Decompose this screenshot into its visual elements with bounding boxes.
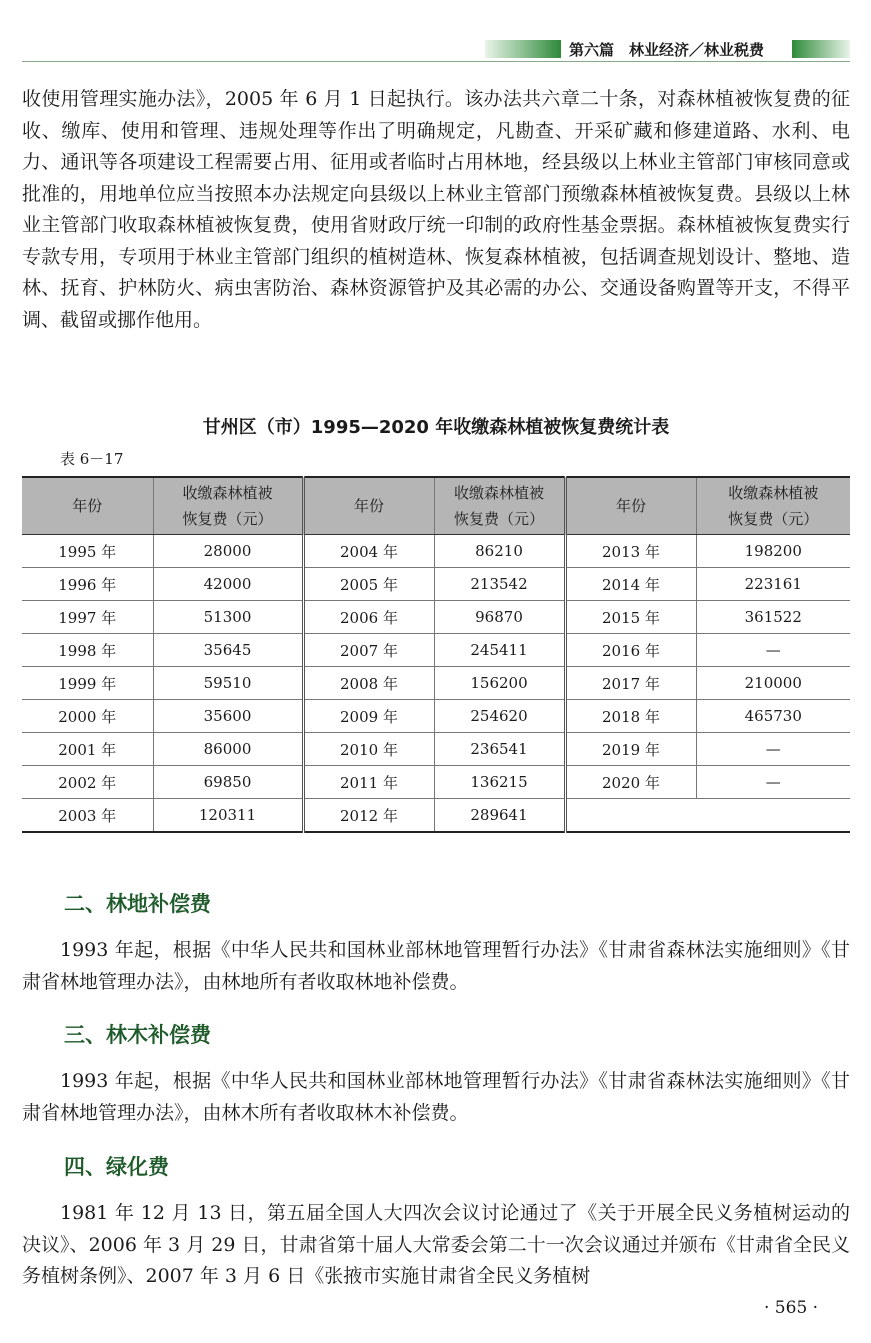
section-heading-tree-compensation: 三、林木补偿费 — [64, 1023, 211, 1047]
year-cell: 2013 年 — [565, 535, 696, 568]
fee-cell: — — [696, 634, 850, 667]
year-cell: 1999 年 — [22, 667, 153, 700]
year-cell: 2014 年 — [565, 568, 696, 601]
fee-cell: 136215 — [434, 766, 565, 799]
section-heading-forestland-compensation: 二、林地补偿费 — [64, 892, 211, 916]
table-label: 表 6－17 — [60, 450, 124, 468]
year-cell: 2005 年 — [303, 568, 434, 601]
fee-cell: 35600 — [153, 700, 303, 733]
fee-cell: 96870 — [434, 601, 565, 634]
fee-cell: 213542 — [434, 568, 565, 601]
year-cell: 2001 年 — [22, 733, 153, 766]
table-row — [22, 766, 850, 799]
year-cell: 2008 年 — [303, 667, 434, 700]
table-row — [22, 535, 850, 568]
year-cell: 2000 年 — [22, 700, 153, 733]
header-year-2: 年份 — [303, 477, 434, 535]
header-decor-bar-right — [792, 40, 850, 58]
running-header — [22, 38, 850, 62]
intro-paragraph: 收使用管理实施办法》，2005 年 6 月 1 日起执行。该办法共六章二十条，对森林植被恢复费的征收、缴库、使用和管理、违规处理等作出了明确规定，凡勘查、开采矿藏和修建道路、水利、电力、通讯等各项建设工程需要占用、征用或者临时占用林地，经县级以上林业主管部门审核同意或批准的，用地单位应当按照本办法规定向县级以上林业主管部门预缴森林植被恢复费。县级以上林业主管部门收取森林植被恢复费，使用省财政厅统一印制的政府性基金票据。森林植被恢复费实行专款专用，专项用于林业主管部门组织的植树造林、恢复森林植被，包括调查规划设计、整地、造林、抚育、护林防火、病虫害防治、森林资源管护及其必需的办公、交通设备购置等开支，不得平调、截留或挪作他用。 — [22, 88, 850, 331]
fee-cell: 223161 — [696, 568, 850, 601]
table-row — [22, 733, 850, 766]
fee-cell: 236541 — [434, 733, 565, 766]
fee-cell: 86000 — [153, 733, 303, 766]
year-cell: 2009 年 — [303, 700, 434, 733]
year-cell: 2006 年 — [303, 601, 434, 634]
fee-cell: 42000 — [153, 568, 303, 601]
table-title: 甘州区（市）1995—2020 年收缴森林植被恢复费统计表 — [202, 417, 670, 438]
table-row — [22, 634, 850, 667]
year-cell: 2018 年 — [565, 700, 696, 733]
fee-cell: 361522 — [696, 601, 850, 634]
page-number: · 565 · — [764, 1298, 819, 1318]
table-row — [22, 667, 850, 700]
fee-cell: 59510 — [153, 667, 303, 700]
fee-cell: 289641 — [434, 799, 565, 833]
header-year-1: 年份 — [22, 477, 153, 535]
fee-cell: 69850 — [153, 766, 303, 799]
year-cell: 2019 年 — [565, 733, 696, 766]
fee-cell: 245411 — [434, 634, 565, 667]
section-text-forestland-compensation: 1993 年起，根据《中华人民共和国林业部林地管理暂行办法》《甘肃省森林法实施细则》《甘肃省林地管理办法》，由林地所有者收取林地补偿费。 — [22, 939, 850, 993]
year-cell: 2004 年 — [303, 535, 434, 568]
year-cell: 2007 年 — [303, 634, 434, 667]
year-cell: 2015 年 — [565, 601, 696, 634]
table-row — [22, 700, 850, 733]
fee-cell: 120311 — [153, 799, 303, 833]
year-cell: 1997 年 — [22, 601, 153, 634]
table-row — [22, 568, 850, 601]
year-cell: 1995 年 — [22, 535, 153, 568]
fee-cell: 35645 — [153, 634, 303, 667]
fee-cell: — — [696, 733, 850, 766]
year-cell: 2020 年 — [565, 766, 696, 799]
header-fee-1: 收缴森林植被 恢复费（元） — [153, 477, 303, 535]
fee-cell: 210000 — [696, 667, 850, 700]
header-fee-2: 收缴森林植被 恢复费（元） — [434, 477, 565, 535]
year-cell: 2010 年 — [303, 733, 434, 766]
year-cell: 2017 年 — [565, 667, 696, 700]
fee-cell: 198200 — [696, 535, 850, 568]
year-cell: 2003 年 — [22, 799, 153, 833]
header-decor-bar-left — [485, 40, 561, 58]
year-cell: 2012 年 — [303, 799, 434, 833]
fee-cell: 28000 — [153, 535, 303, 568]
table-row — [22, 601, 850, 634]
fee-cell: — — [696, 766, 850, 799]
year-cell: 2002 年 — [22, 766, 153, 799]
empty-cell — [565, 799, 850, 833]
fee-statistics-table — [22, 476, 850, 833]
year-cell: 2016 年 — [565, 634, 696, 667]
section-text-tree-compensation: 1993 年起，根据《中华人民共和国林业部林地管理暂行办法》《甘肃省森林法实施细则》《甘肃省林地管理办法》，由林木所有者收取林木补偿费。 — [22, 1070, 850, 1124]
header-fee-3: 收缴森林植被 恢复费（元） — [696, 477, 850, 535]
year-cell: 1996 年 — [22, 568, 153, 601]
fee-cell: 86210 — [434, 535, 565, 568]
fee-cell: 465730 — [696, 700, 850, 733]
header-year-3: 年份 — [565, 477, 696, 535]
fee-cell: 51300 — [153, 601, 303, 634]
header-title: 第六篇 林业经济／林业税费 — [569, 41, 765, 59]
section-text-greening-fee: 1981 年 12 月 13 日，第五届全国人大四次会议讨论通过了《关于开展全民义务植树运动的决议》、2006 年 3 月 29 日，甘肃省第十届人大常委会第二十一次会议通过并颁布《甘肃省全民义务植树条例》、2007 年 3 月 6 日《张掖市实施甘肃省全民义务植树 — [22, 1202, 850, 1287]
year-cell: 1998 年 — [22, 634, 153, 667]
header-rule — [22, 61, 850, 62]
fee-cell: 156200 — [434, 667, 565, 700]
year-cell: 2011 年 — [303, 766, 434, 799]
section-heading-greening-fee: 四、绿化费 — [64, 1155, 169, 1179]
table-row — [22, 799, 850, 833]
table-header-row — [22, 477, 850, 535]
fee-cell: 254620 — [434, 700, 565, 733]
